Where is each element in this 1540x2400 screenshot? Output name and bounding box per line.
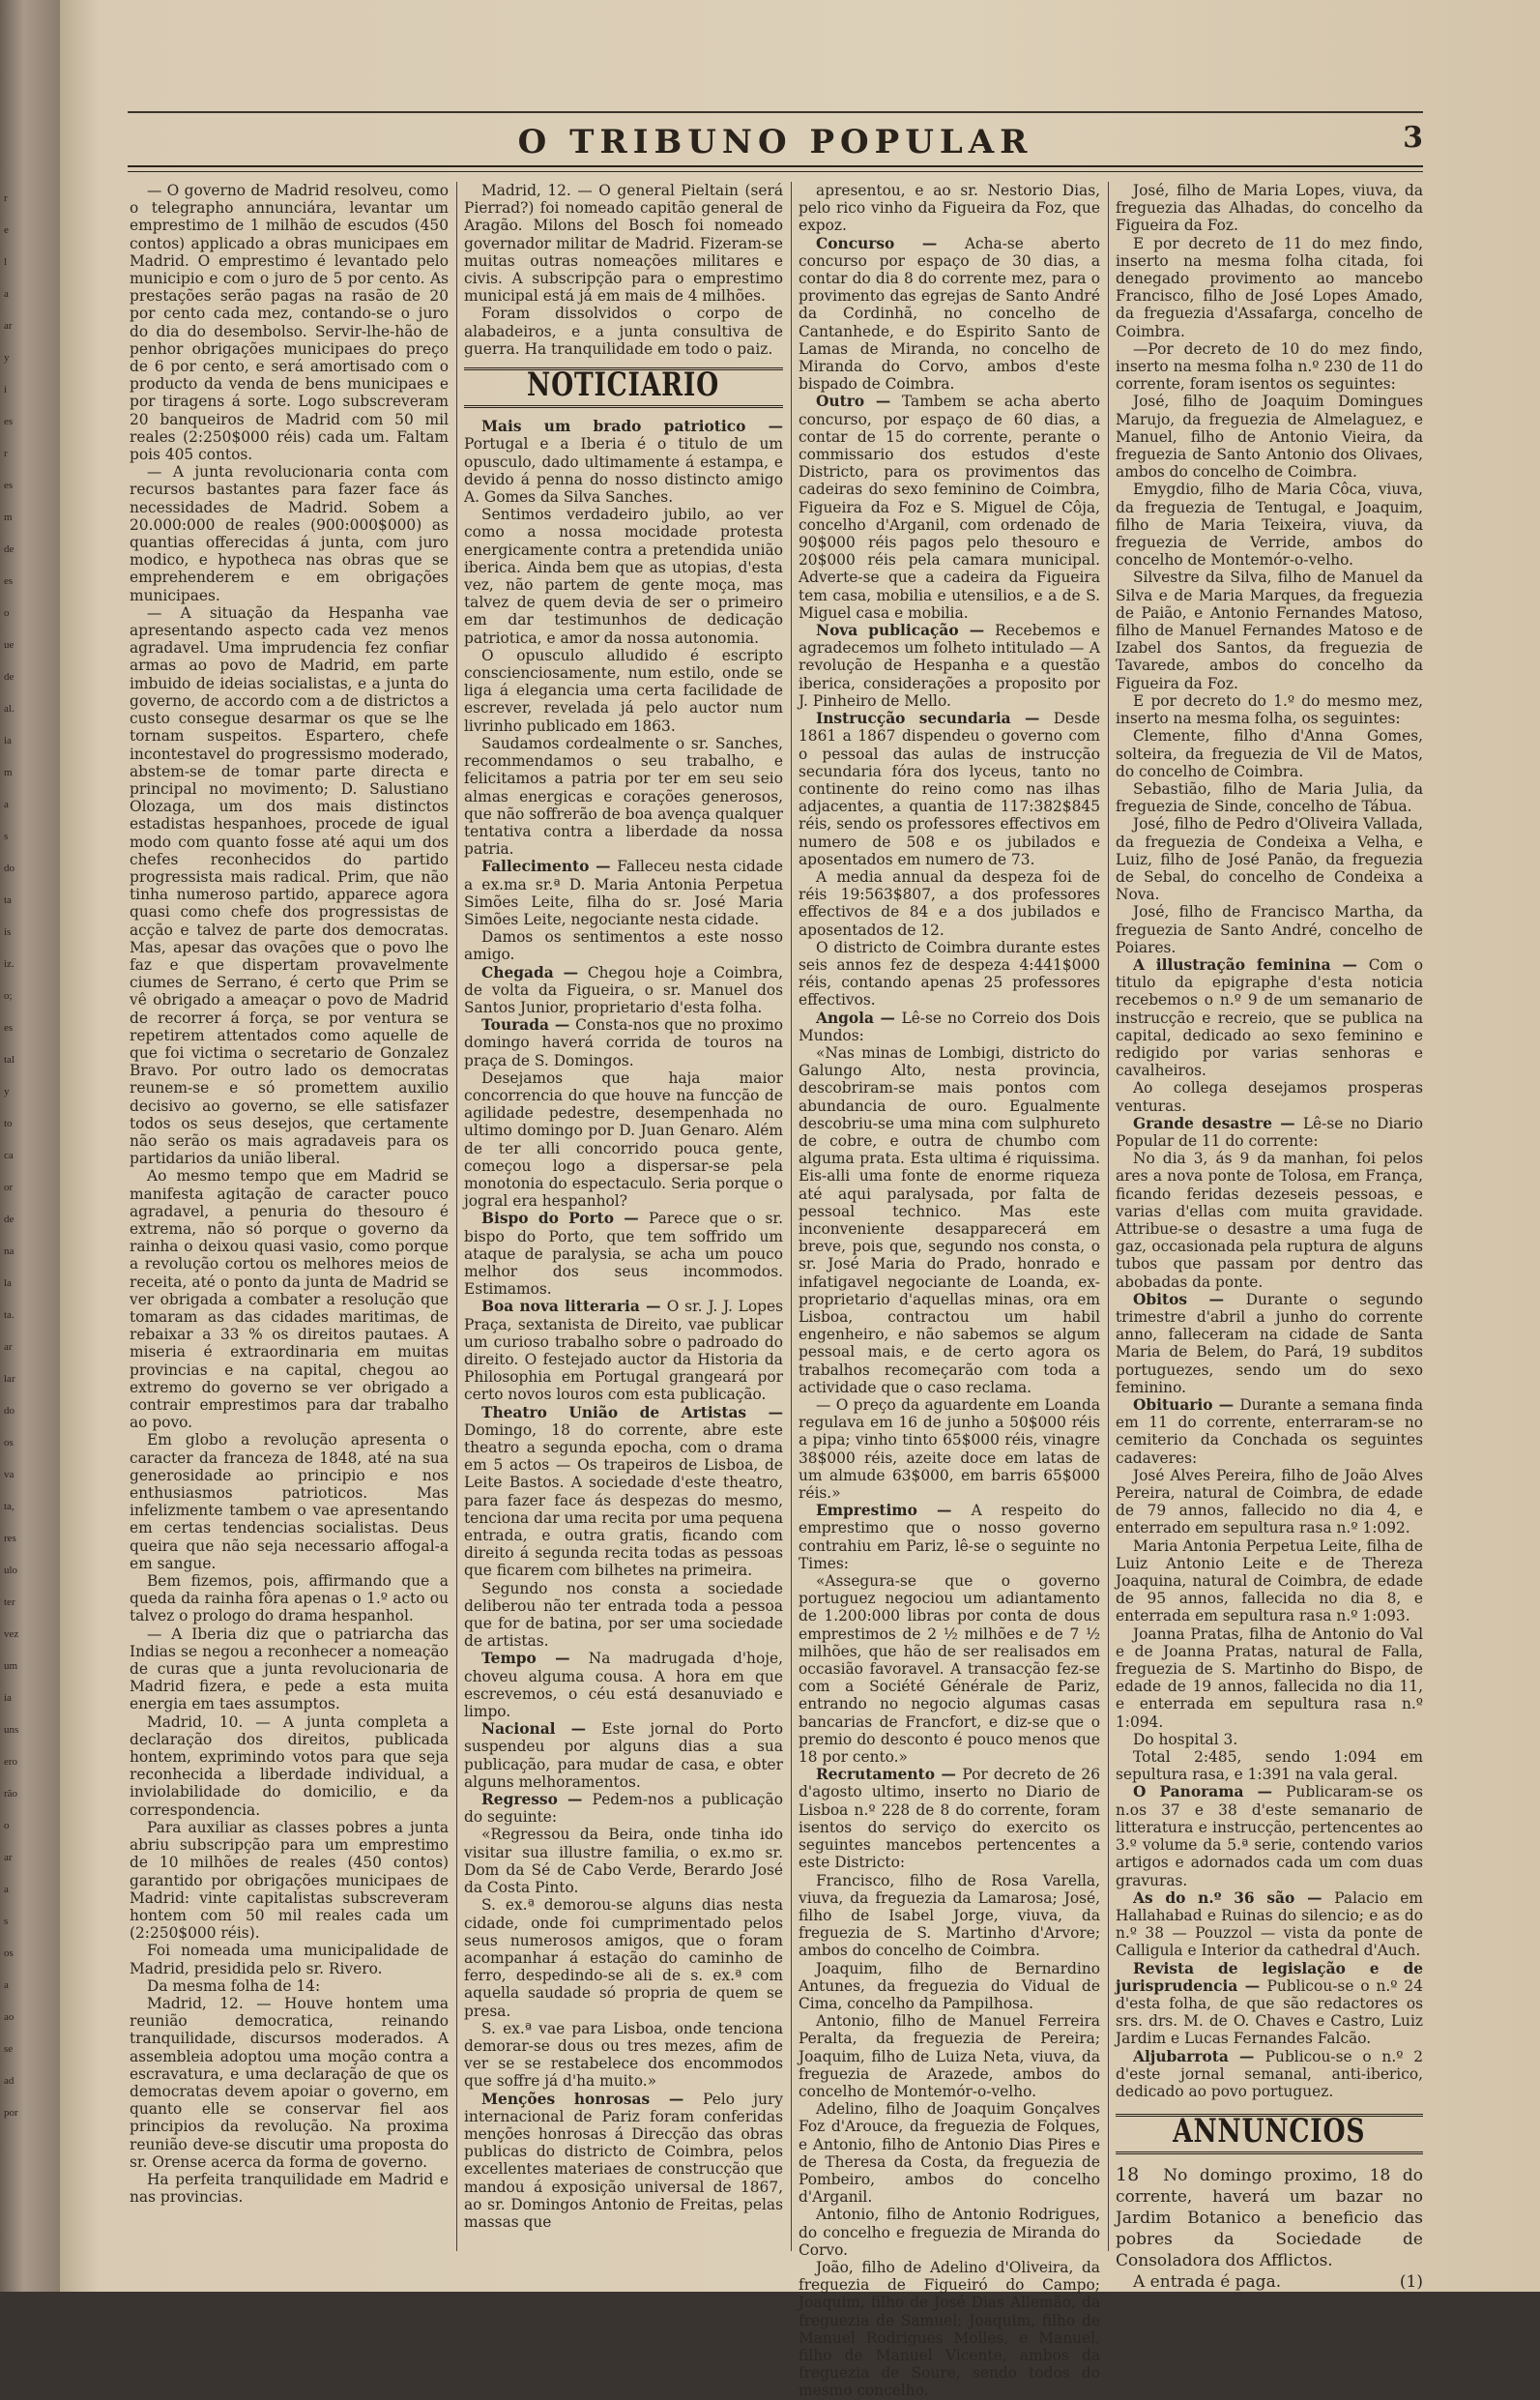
- paragraph: Nacional — Este jornal do Porto suspendeu por alguns dias a sua publicação, para mudar de casa, e obter alguns melhoramentos.: [464, 1720, 784, 1791]
- facing-page-fragment: ar: [4, 1341, 13, 1353]
- paragraph: José Alves Pereira, filho de João Alves Pereira, natural de Coimbra, de edade de 79 annos, fallecido no dia 4, e enterrado em sepultura rasa n.º 1:092.: [1116, 1466, 1423, 1537]
- facing-page-fragment: rão: [4, 1788, 18, 1800]
- ad-text-line: [1116, 2164, 1423, 2271]
- facing-page-fragment: ao: [4, 2011, 15, 2023]
- facing-page-fragment: na: [4, 1245, 15, 1257]
- ad-mark: (1): [1399, 2272, 1423, 2293]
- paragraph: — A junta revolucionaria conta com recursos bastantes para fazer face ás necessidades de Madrid. Sobem a 20.000:000 de reales (900:000$000) as quantias offerecidas á junta, com juro modico, e hypotheca nas obras que se emprehenderem e em obrigações municipaes.: [130, 463, 449, 604]
- column-2: [464, 182, 783, 2241]
- paragraph: Foram dissolvidos o corpo de alabadeiros, e a junta consultiva de guerra. Ha tranquilidade em todo o paiz.: [464, 305, 783, 358]
- paragraph: Silvestre da Silva, filho de Manuel da Silva e de Maria Marques, da freguezia de Paião, e Antonio Fernandes Matoso, filho de Manuel Fernandes Matoso e de Izabel dos Santos, da freguezia de Tavarede, ambos do concelho da Figueira da Foz.: [1116, 569, 1423, 692]
- paragraph: Aljubarrota — Publicou-se o n.º 2 d'este jornal semanal, anti-iberico, dedicado ao povo portuguez.: [1116, 2047, 1423, 2100]
- column-divider: [791, 182, 792, 2251]
- facing-page-fragment: do: [4, 863, 15, 874]
- paragraph: —Por decreto de 10 do mez findo, inserto na mesma folha n.º 230 de 11 do corrente, foram isentos os seguintes:: [1116, 339, 1423, 394]
- paragraph: O opusculo alludido é escripto conscienciosamente, num estilo, onde se liga á elegancia uma certa facilidade de escrever, revelada já pelo auctor num livrinho publicado em 1863.: [464, 646, 783, 735]
- newspaper-page: [60, 0, 1540, 2400]
- facing-page-fragment: ta,: [4, 1501, 15, 1512]
- masthead-top-rule: [128, 111, 1423, 113]
- paragraph: Concurso — Acha-se aberto concurso por espaço de 30 dias, a contar do dia 8 do corrente mez, para o provimento das egrejas de Santo André da Cordinhã, no concelho de Cantanhede, e do Espirito Santo de Lamas de Miranda, no concelho de Miranda do Corvo, ambos d'este bispado de Coimbra.: [799, 234, 1100, 394]
- facing-page-fragment: ter: [4, 1596, 15, 1608]
- facing-page-fragment: a: [4, 1979, 9, 1991]
- facing-page-fragment: o: [4, 1820, 10, 1831]
- facing-page-fragment: de: [4, 671, 15, 683]
- paragraph: Recrutamento — Por decreto de 26 d'agosto ultimo, inserto no Diario de Lisboa n.º 228 de 8 do corrente, foram isentos do serviço do exercito os seguintes mancebos pertencentes a este Districto:: [799, 1766, 1100, 1872]
- paragraph: Antonio, filho de Antonio Rodrigues, do concelho e freguezia de Miranda do Corvo.: [799, 2206, 1100, 2259]
- paragraph: Sentimos verdadeiro jubilo, ao ver como a nossa mocidade protesta energicamente contra a pretendida união iberica. Ainda bem que as utopias, d'esta vez, não partem de gente moça, mas talvez de quem devia de ser o primeiro em dar testimunhos de dedicação patriotica, e amor da nossa autonomia.: [464, 506, 783, 647]
- facing-page-fragment: y: [4, 352, 10, 364]
- paragraph: O Panorama — Publicaram-se os n.os 37 e 38 d'este semanario de litteratura e instrucção, pertencentes ao 3.º volume da 5.ª serie, contendo varios artigos e adornados cada um com duas gravuras.: [1116, 1783, 1423, 1889]
- facing-page-fragment: es: [4, 1022, 14, 1034]
- facing-page-fragment: s: [4, 1916, 9, 1927]
- facing-page-fragment: um: [4, 1660, 18, 1672]
- paragraph: Madrid, 12. — Houve hontem uma reunião democratica, reinando tranquilidade, discursos moderados. A assembleia adoptou uma moção contra a escravatura, e uma declaração de que os democratas devem apoiar o governo, em quanto elle se conservar fiel aos principios da revolução. Na proxima reunião deve-se discutir uma proposta do sr. Orense acerca da forma de governo.: [130, 1994, 449, 2171]
- facing-page-fragment: e: [4, 224, 9, 236]
- paragraph: José, filho de Francisco Martha, da freguezia de Santo André, concelho de Poiares.: [1116, 903, 1423, 956]
- facing-page-fragment: m: [4, 767, 13, 778]
- column-3: [799, 182, 1101, 2400]
- ad-closing-line: [1116, 2271, 1423, 2293]
- facing-page-fragment: m: [4, 512, 13, 523]
- facing-page-fragment: es: [4, 480, 14, 491]
- facing-page-fragment: de: [4, 1214, 15, 1225]
- column-1: [130, 182, 449, 2241]
- facing-page-fragment: ad: [4, 2075, 15, 2087]
- facing-page-fragment: os: [4, 1437, 14, 1449]
- facing-page-fragment: es: [4, 575, 14, 587]
- paragraph: Bem fizemos, pois, affirmando que a queda da rainha fôra apenas o 1.º acto ou talvez o prologo do drama hespanhol.: [130, 1572, 449, 1625]
- paragraph: Emprestimo — A respeito do emprestimo que o nosso governo contrahiu em Pariz, lê-se o seguinte no Times:: [799, 1502, 1100, 1572]
- paragraph: Antonio, filho de Manuel Ferreira Peralta, da freguezia de Pereira; Joaquim, filho de Luiza Neta, viuva, da freguezia de Arazede, ambos do concelho de Montemór-o-velho.: [799, 2012, 1100, 2100]
- paragraph: — O preço da aguardente em Loanda regulava em 16 de junho a 50$000 réis a pipa; vinho tinto 65$000 réis, vinagre 38$000 réis, azeite doce em latas de um almude 63$000, em barris 65$000 réis.»: [799, 1396, 1100, 1503]
- paragraph: Instrucção secundaria — Desde 1861 a 1867 dispendeu o governo com o pessoal das aulas de instrucção secundaria fóra dos lyceus, tanto no continente do reino como nas ilhas adjacentes, a quantia de 117:382$845 réis, sendo os professores effectivos em numero de 508 e os jubilados e aposentados em numero de 73.: [799, 710, 1100, 868]
- facing-page-fragment: al.: [4, 703, 15, 715]
- facing-page-fragment: a: [4, 1884, 9, 1895]
- facing-page-fragment: to: [4, 1118, 13, 1129]
- paragraph: João, filho de Adelino d'Oliveira, da freguezia de Figueiró do Campo; Joaquim, filho de José Dias Allemão, da freguezia de Samuel; Joaquim, filho de Manuel Rodrigues Molles, e Manuel, filho de Manuel Vicente, ambos da freguezia de Soure, sendo todos do mesmo concelho.: [799, 2258, 1100, 2400]
- paragraph: Menções honrosas — Pelo jury internacional de Pariz foram conferidas menções honrosas á Direcção das obras publicas do districto de Coimbra, pelos excellentes materiaes de construcção que mandou á exposição universal de 1867, ao sr. Domingos Antonio de Freitas, pelas massas que: [464, 2090, 783, 2231]
- facing-page-fragment: por: [4, 2107, 18, 2119]
- facing-page-fragment: iz.: [4, 958, 15, 970]
- paragraph: Ha perfeita tranquilidade em Madrid e nas provincias.: [130, 2170, 449, 2207]
- paragraph: Boa nova litteraria — O sr. J. J. Lopes Praça, sextanista de Direito, vae publicar um curioso trabalho sobre o padroado do direito. O festejado auctor da Historia da Philosophia em Portugal grangeará por certo novos louros com esta publicação.: [464, 1298, 783, 1404]
- column-divider: [456, 182, 457, 2251]
- paragraph: Emygdio, filho de Maria Côca, viuva, da freguezia de Tentugal, e Joaquim, filho de Maria Teixeira, viuva, da freguezia de Verride, ambos do concelho de Montemór-o-velho.: [1116, 481, 1423, 570]
- facing-page-fragment: res: [4, 1533, 16, 1544]
- paragraph: Obituario — Durante a semana finda em 11 do corrente, enterraram-se no cemiterio da Conchada os seguintes cadaveres:: [1116, 1396, 1423, 1467]
- paragraph: Da mesma folha de 14:: [147, 1976, 321, 1995]
- paragraph: Sebastião, filho de Maria Julia, da freguezia de Sinde, concelho de Tábua.: [1116, 779, 1423, 816]
- paragraph: Clemente, filho d'Anna Gomes, solteira, da freguezia de Vil de Matos, do concelho de Coimbra.: [1116, 727, 1423, 780]
- paragraph: José, filho de Maria Lopes, viuva, da freguezia das Alhadas, do concelho da Figueira da Foz.: [1116, 182, 1423, 235]
- paragraph: Foi nomeada uma municipalidade de Madrid, presidida pelo sr. Rivero.: [130, 1942, 449, 1977]
- paragraph: Bispo do Porto — Parece que o sr. bispo do Porto, que tem soffrido um ataque de paralysia, se acha um pouco melhor dos seus incommodos. Estimamos.: [464, 1210, 783, 1299]
- paragraph: No dia 3, ás 9 da manhan, foi pelos ares a nova ponte de Tolosa, em França, ficando feridas dezeseis pessoas, e varias d'ellas com muita gravidade. Attribue-se o desastre a uma fuga de gaz, occasionada pela ruptura de alguns tubos que passam por dentro das abobadas da ponte.: [1116, 1150, 1423, 1291]
- paragraph: Total 2:485, sendo 1:094 em sepultura rasa, e 1:391 na vala geral.: [1116, 1748, 1423, 1784]
- paragraph: Angola — Lê-se no Correio dos Dois Mundos:: [799, 1009, 1100, 1044]
- facing-page-fragment: o: [4, 607, 10, 619]
- facing-page-fragment: ca: [4, 1150, 14, 1161]
- paragraph: S. ex.ª vae para Lisboa, onde tenciona demorar-se dous ou tres mezes, afim de ver se se restabelece dos encommodos que soffre já d'ha muito.»: [464, 2019, 783, 2091]
- annuncios-title: ANNUNCIOS: [1173, 2112, 1366, 2151]
- paragraph: Revista de legislação e de jurisprudencia — Publicou-se o n.º 24 d'esta folha, de que são redactores os srs. drs. M. de O. Chaves e Castro, Luiz Jardim e Lucas Fernandes Falcão.: [1116, 1959, 1423, 2048]
- ad-closing: A entrada é paga.: [1133, 2272, 1282, 2293]
- advertisement: [1116, 2164, 1423, 2293]
- paragraph: Ao mesmo tempo que em Madrid se manifesta agitação de caracter pouco agradavel, a penuria do thesouro é extrema, não só porque o governo da rainha o deixou quasi vasio, como porque a revolução cortou os melhores meios de receita, até o ponto da junta de Madrid se ver obrigada a combater a resolução que tomaram as das cidades maritimas, de rebaixar a 33 % os direitos pautaes. A miseria é extraordinaria em muitas provincias e na capital, chegou ao extremo do governo se ver obrigado a contrair emprestimos para dar trabalho ao povo.: [130, 1167, 449, 1432]
- paragraph: José, filho de Joaquim Domingues Marujo, da freguezia de Almelaguez, e Manuel, filho de Antonio Vieira, da freguezia de Santo Antonio dos Olivaes, ambos do concelho de Coimbra.: [1116, 393, 1423, 482]
- paragraph: E por decreto de 11 do mez findo, inserto na mesma folha citada, foi denegado provimento ao mancebo Francisco, filho de José Lopes Amado, da freguezia d'Assafarga, concelho de Coimbra.: [1116, 234, 1423, 340]
- paragraph: Nova publicação — Recebemos e agradecemos um folheto intitulado — A revolução de Hespanha e a questão iberica, considerações a proposito por J. Pinheiro de Mello.: [799, 622, 1100, 710]
- facing-page-fragment: l: [4, 256, 8, 268]
- facing-page-fragment: uns: [4, 1724, 19, 1736]
- paragraph: Tourada — Consta-nos que no proximo domingo haverá corrida de touros na praça de S. Domingos.: [464, 1016, 783, 1069]
- facing-page-fragment: de: [4, 543, 15, 555]
- paragraph: — A Iberia diz que o patriarcha das Indias se negou a reconhecer a nomeação de curas que a junta revolucionaria de Madrid fizera, e pede a esta muita energia em taes assumptos.: [130, 1624, 449, 1713]
- facing-page-fragment: do: [4, 1405, 15, 1417]
- facing-page-fragment: ulo: [4, 1565, 18, 1576]
- paragraph: Chegada — Chegou hoje a Coimbra, de volta da Figueira, o sr. Manuel dos Santos Junior, proprietario d'esta folha.: [464, 963, 783, 1016]
- paragraph: O districto de Coimbra durante estes seis annos fez de despeza 4:441$000 réis, contando apenas 25 professores effectivos.: [799, 938, 1100, 1010]
- facing-page-fragment: os: [4, 1947, 14, 1959]
- paragraph: Saudamos cordealmente o sr. Sanches, recommendamos o seu trabalho, e felicitamos a patria por ter em seu seio almas energicas e corações generosos, que não soffrerão de boa avença qualquer tentativa contra a liberdade da nossa patria.: [464, 734, 783, 859]
- facing-page-fragment: ue: [4, 639, 15, 651]
- facing-page-fragment: ar: [4, 320, 13, 332]
- facing-page-fragment: r: [4, 192, 8, 204]
- paragraph: Joanna Pratas, filha de Antonio do Val e de Joanna Pratas, natural de Falla, freguezia de S. Martinho do Bispo, de edade de 19 annos, fallecida no dia 11, e enterrada em sepultura rasa n.º 1:094.: [1116, 1624, 1423, 1731]
- facing-page-fragment: r: [4, 448, 8, 459]
- paragraph: Grande desastre — Lê-se no Diario Popular de 11 do corrente:: [1116, 1114, 1423, 1150]
- ad-number: 18: [1116, 2164, 1140, 2186]
- paragraph: Joaquim, filho de Bernardino Antunes, da freguezia do Vidual de Cima, concelho da Pampilhosa.: [799, 1959, 1100, 2012]
- paragraph: As do n.º 36 são — Palacio em Hallahabad e Ruinas do silencio; e as do n.º 38 — Pouzzol — vista da ponte de Calligula e Interior da cathedral d'Auch.: [1116, 1888, 1423, 1960]
- facing-page-fragment: vez: [4, 1628, 19, 1640]
- facing-page-fragment: is: [4, 926, 12, 938]
- facing-page-fragment: se: [4, 2043, 14, 2055]
- paragraph: A media annual da despeza foi de réis 19:563$807, a dos professores effectivos de 84 e a dos jubilados e aposentados de 12.: [799, 867, 1100, 939]
- facing-page-fragment: ar: [4, 1852, 13, 1863]
- paragraph: Do hospital 3.: [1133, 1730, 1238, 1748]
- paragraph: «Assegura-se que o governo portuguez negociou um adiantamento de 1.200:000 libras por conta de dous emprestimos de 2 ½ milhões e de 7 ½ milhões, que hão de ser realisados em occasião favoravel. A transacção fez-se com a Société Générale de Pariz, entrando no negocio algumas casas bancarias de Francfort, e diz-se que o premio do desconto é pouco menos que 18 por cento.»: [799, 1572, 1100, 1767]
- paragraph: — A situação da Hespanha vae apresentando aspecto cada vez menos agradavel. Uma imprudencia fez confiar armas ao povo de Madrid, em parte imbuido de ideias socialistas, e a junta do governo, de accordo com a de districtos a custo consegue desarmar os que se lhe tornam suspeitos. Espartero, chefe incontestavel do progressismo moderado, abstem-se de tomar parte directa e principal no movimento; D. Salustiano Olozaga, um dos mais distinctos estadistas hespanhoes, procede de igual modo com quanto fosse até aqui um dos chefes reconhecidos do partido progressista mais radical. Prim, que não tinha numeroso partido, apparece agora quasi como chefe dos progressistas de acção e talvez de parte dos democratas. Mas, apesar das ovações que o povo lhe faz e que dispertam provavelmente ciumes de Serrano, é certo que Prim se vê obrigado a ameaçar o povo de Madrid de recorrer á força, se por ventura se repetirem attentados como aquelle de que foi victima o secretario de Gonzalez Bravo. Por outro lado os democratas reunem-se e só promettem auxilio decisivo ao governo, se elle satisfazer todos os seus desejos, que certamente não serão os mais agradaveis para os partidarios da união liberal.: [130, 603, 449, 1168]
- facing-page-fragment: lar: [4, 1373, 15, 1385]
- noticiario-heading: [464, 367, 783, 408]
- facing-page-fragment: or: [4, 1182, 14, 1193]
- paragraph: Desejamos que haja maior concorrencia do que houve na funcção de agilidade pedestre, desempenhada no ultimo domingo por D. Juan Genaro. Além de ter alli concorrido pouca gente, começou logo a dispersar-se pela monotonia do espectaculo. Seria porque o jogral era hespanhol?: [464, 1068, 783, 1211]
- facing-page-fragment: y: [4, 1086, 10, 1098]
- paragraph: Madrid, 12. — O general Pieltain (será Pierrad?) foi nomeado capitão general de Aragão. Milons del Bosch foi nomeado governador militar de Madrid. Fizeram-se muitas outras nomeações militares e civis. A subscripção para o emprestimo municipal está já em mais de 4 milhões.: [464, 182, 783, 306]
- facing-page-fragment: ia: [4, 735, 12, 746]
- masthead: [128, 111, 1423, 169]
- paragraph: Segundo nos consta a sociedade deliberou não ter entrada toda a pessoa que for de batina, por ser uma sociedade de artistas.: [464, 1579, 783, 1651]
- masthead-title: O TRIBUNO POPULAR: [517, 123, 1033, 161]
- facing-page-fragment: tal: [4, 1054, 15, 1066]
- paragraph: Outro — Tambem se acha aberto concurso, por espaço de 60 dias, a contar de 15 do corrente, perante o commissario dos estudos d'este Districto, para os provimentos das cadeiras do sexo feminino de Coimbra, Figueira da Foz e S. Miguel de Côja, concelho d'Arganil, com ordenado de 90$000 réis pagos pelo thesouro e 20$000 réis pela camara municipal. Adverte-se que a cadeira da Figueira tem casa, mobilia e utensilios, e a de S. Miguel casa e mobilia.: [799, 393, 1101, 622]
- paragraph: Theatro União de Artistas — Domingo, 18 do corrente, abre este theatro a segunda epocha, com o drama em 5 actos — Os trapeiros de Lisboa, de Leite Bastos. A sociedade d'este theatro, para fazer face ás despezas do mesmo, tenciona dar uma recita por uma pequena entrada, e outra gratis, ficando com direito á segunda recita todas as pessoas que ficarem com bilhetes na primeira.: [464, 1403, 783, 1580]
- page-number: 3: [1403, 121, 1423, 155]
- paragraph: Maria Antonia Perpetua Leite, filha de Luiz Antonio Leite e de Thereza Joaquina, natural de Coimbra, de edade de 95 annos, fallecida no dia 8, e enterrada em sepultura rasa n.º 1:093.: [1116, 1537, 1423, 1625]
- paragraph: Fallecimento — Falleceu nesta cidade a ex.ma sr.ª D. Maria Antonia Perpetua Simões Leite, filha do sr. José Maria Simões Leite, negociante nesta cidade.: [464, 858, 784, 928]
- column-4: [1116, 182, 1423, 2293]
- paragraph: «Nas minas de Lombigi, districto do Galungo Alto, nesta provincia, descobriram-se mais pontos com abundancia de ouro. Egualmente descobriu-se uma mina com sulphureto de cobre, e outra de chumbo com alguma prata. Esta ultima é riquissima. Eis-alli uma fonte de enorme riqueza até aqui paralysada, por falta de pessoal technico. Mas este inconveniente desapparecerá em breve, pois que, segundo nos consta, o sr. José Maria do Prado, honrado e infatigavel negociante de Loanda, ex-proprietario d'aquellas minas, ora em Lisboa, contractou um habil engenheiro, e não sabemos se algum pessoal mais, e de certo agora os trabalhos recomeçarão com toda a actividade que o caso reclama.: [799, 1043, 1100, 1396]
- paragraph: Regresso — Pedem-nos a publicação do seguinte:: [464, 1791, 783, 1827]
- facing-page-fragment: i: [4, 384, 8, 395]
- paragraph: Madrid, 10. — A junta completa a declaração dos direitos, publicada hontem, exprimindo votos para que seja reconhecida a liberdade individual, a inviolabilidade do domicilio, e da correspondencia.: [130, 1712, 449, 1819]
- paragraph: Obitos — Durante o segundo trimestre d'abril a junho do corrente anno, falleceram na cidade de Santa Maria de Belem, do Pará, 19 subditos portuguezes, sendo um do sexo feminino.: [1116, 1290, 1423, 1396]
- noticiario-title: NOTICIARIO: [527, 366, 720, 405]
- column-divider: [1108, 182, 1109, 2251]
- facing-page-fragment: ta.: [4, 1309, 15, 1321]
- facing-page-edge: [0, 0, 60, 2292]
- annuncios-heading: [1116, 2114, 1423, 2154]
- facing-page-fragment: es: [4, 416, 14, 427]
- paragraph: Adelino, filho de Joaquim Gonçalves Foz d'Arouce, da freguezia de Folques, e Antonio, filho de Antonio Dias Pires e de Theresa da Costa, da freguezia de Pombeiro, ambos do concelho d'Arganil.: [799, 2100, 1100, 2207]
- paragraph: apresentou, e ao sr. Nestorio Dias, pelo rico vinho da Figueira da Foz, que expoz.: [799, 182, 1100, 235]
- paragraph: S. ex.ª demorou-se alguns dias nesta cidade, onde foi cumprimentado pelos seus numerosos amigos, que o foram acompanhar á estação do caminho de ferro, despedindo-se ali de s. ex.ª com aquella saudade só propria de quem se presa.: [464, 1896, 783, 2020]
- facing-page-fragment: a: [4, 799, 9, 810]
- paragraph: A illustração feminina — Com o titulo da epigraphe d'esta noticia recebemos o n.º 9 de um semanario de instrucção e recreio, que se publica na capital, dedicado ao sexo feminino e redigido por varias senhoras e cavalheiros.: [1116, 955, 1423, 1080]
- facing-page-fragment: s: [4, 831, 9, 842]
- paragraph: «Regressou da Beira, onde tinha ido visitar sua illustre familia, o ex.mo sr. Dom da Sé de Cabo Verde, Berardo José da Costa Pinto.: [464, 1826, 783, 1897]
- facing-page-fragment: ero: [4, 1756, 18, 1768]
- ad-text: No domingo proximo, 18 do corrente, haverá um bazar no Jardim Botanico a beneficio das pobres da Sociedade de Consoladora dos Afflictos.: [1116, 2166, 1423, 2271]
- facing-page-fragment: o;: [4, 990, 13, 1002]
- paragraph: Para auxiliar as classes pobres a junta abriu subscripção para um emprestimo de 10 milhões de reales (450 contos) garantido por obrigações municipaes de Madrid: vinte capitalistas subscreveram hontem com 50 mil reales cada um (2:250$000 réis).: [130, 1818, 449, 1943]
- paragraph: Tempo — Na madrugada d'hoje, choveu alguma cousa. A hora em que escrevemos, o céu está desanuviado e limpo.: [464, 1650, 783, 1721]
- paragraph: Mais um brado patriotico — Portugal e a Iberia é o titulo de um opusculo, dado ultimamente á estampa, e devido á penna do nosso distincto amigo A. Gomes da Silva Sanches.: [464, 418, 783, 507]
- paragraph: Damos os sentimentos a este nosso amigo.: [464, 928, 783, 964]
- paragraph: Ao collega desejamos prosperas venturas.: [1116, 1079, 1423, 1115]
- facing-page-fragment: la: [4, 1277, 12, 1289]
- paragraph: — O governo de Madrid resolveu, como o telegrapho annunciára, levantar um emprestimo de 1 milhão de escudos (450 contos) applicado a obras municipaes em Madrid. O emprestimo é levantado pelo municipio e com o juro de 5 por cento. As prestações serão pagas na rasão de 20 por cento cada mez, contando-se o juro do dia do desembolso. Servir-lhe-hão de penhor obrigações municipaes do preço de 6 por cento, e será amortisado com o producto da venda de bens municipaes e por tiragens á sorte. Logo subscreveram 20 banqueiros de Madrid com 50 mil reales (2:250$000 réis) cada um. Faltam pois 405 contos.: [130, 182, 449, 464]
- paragraph: E por decreto do 1.º do mesmo mez, inserto na mesma folha, os seguintes:: [1116, 691, 1423, 728]
- facing-page-fragment: va: [4, 1469, 15, 1480]
- paragraph: Em globo a revolução apresenta o caracter da franceza de 1848, até na sua generosidade ao principio e nos enthusiasmos patrioticos. Mas infelizmente tambem o vae apresentando em certas tendencias socialistas. Deus queira que não seja necessario affogal-a em sangue.: [130, 1431, 449, 1572]
- paragraph: Francisco, filho de Rosa Varella, viuva, da freguezia da Lamarosa; José, filho de Isabel Jorge, viuva, da freguezia de S. Martinho d'Arvore; ambos do concelho de Coimbra.: [799, 1871, 1100, 1960]
- facing-page-fragment: ta: [4, 894, 12, 906]
- paragraph: José, filho de Pedro d'Oliveira Vallada, da freguezia de Condeixa a Velha, e Luiz, filho de José Panão, da freguezia de Sebal, do concelho de Condeixa a Nova.: [1116, 815, 1423, 904]
- facing-page-fragment: a: [4, 288, 9, 300]
- masthead-bottom-rule: [128, 165, 1423, 172]
- facing-page-fragment: ia: [4, 1692, 12, 1704]
